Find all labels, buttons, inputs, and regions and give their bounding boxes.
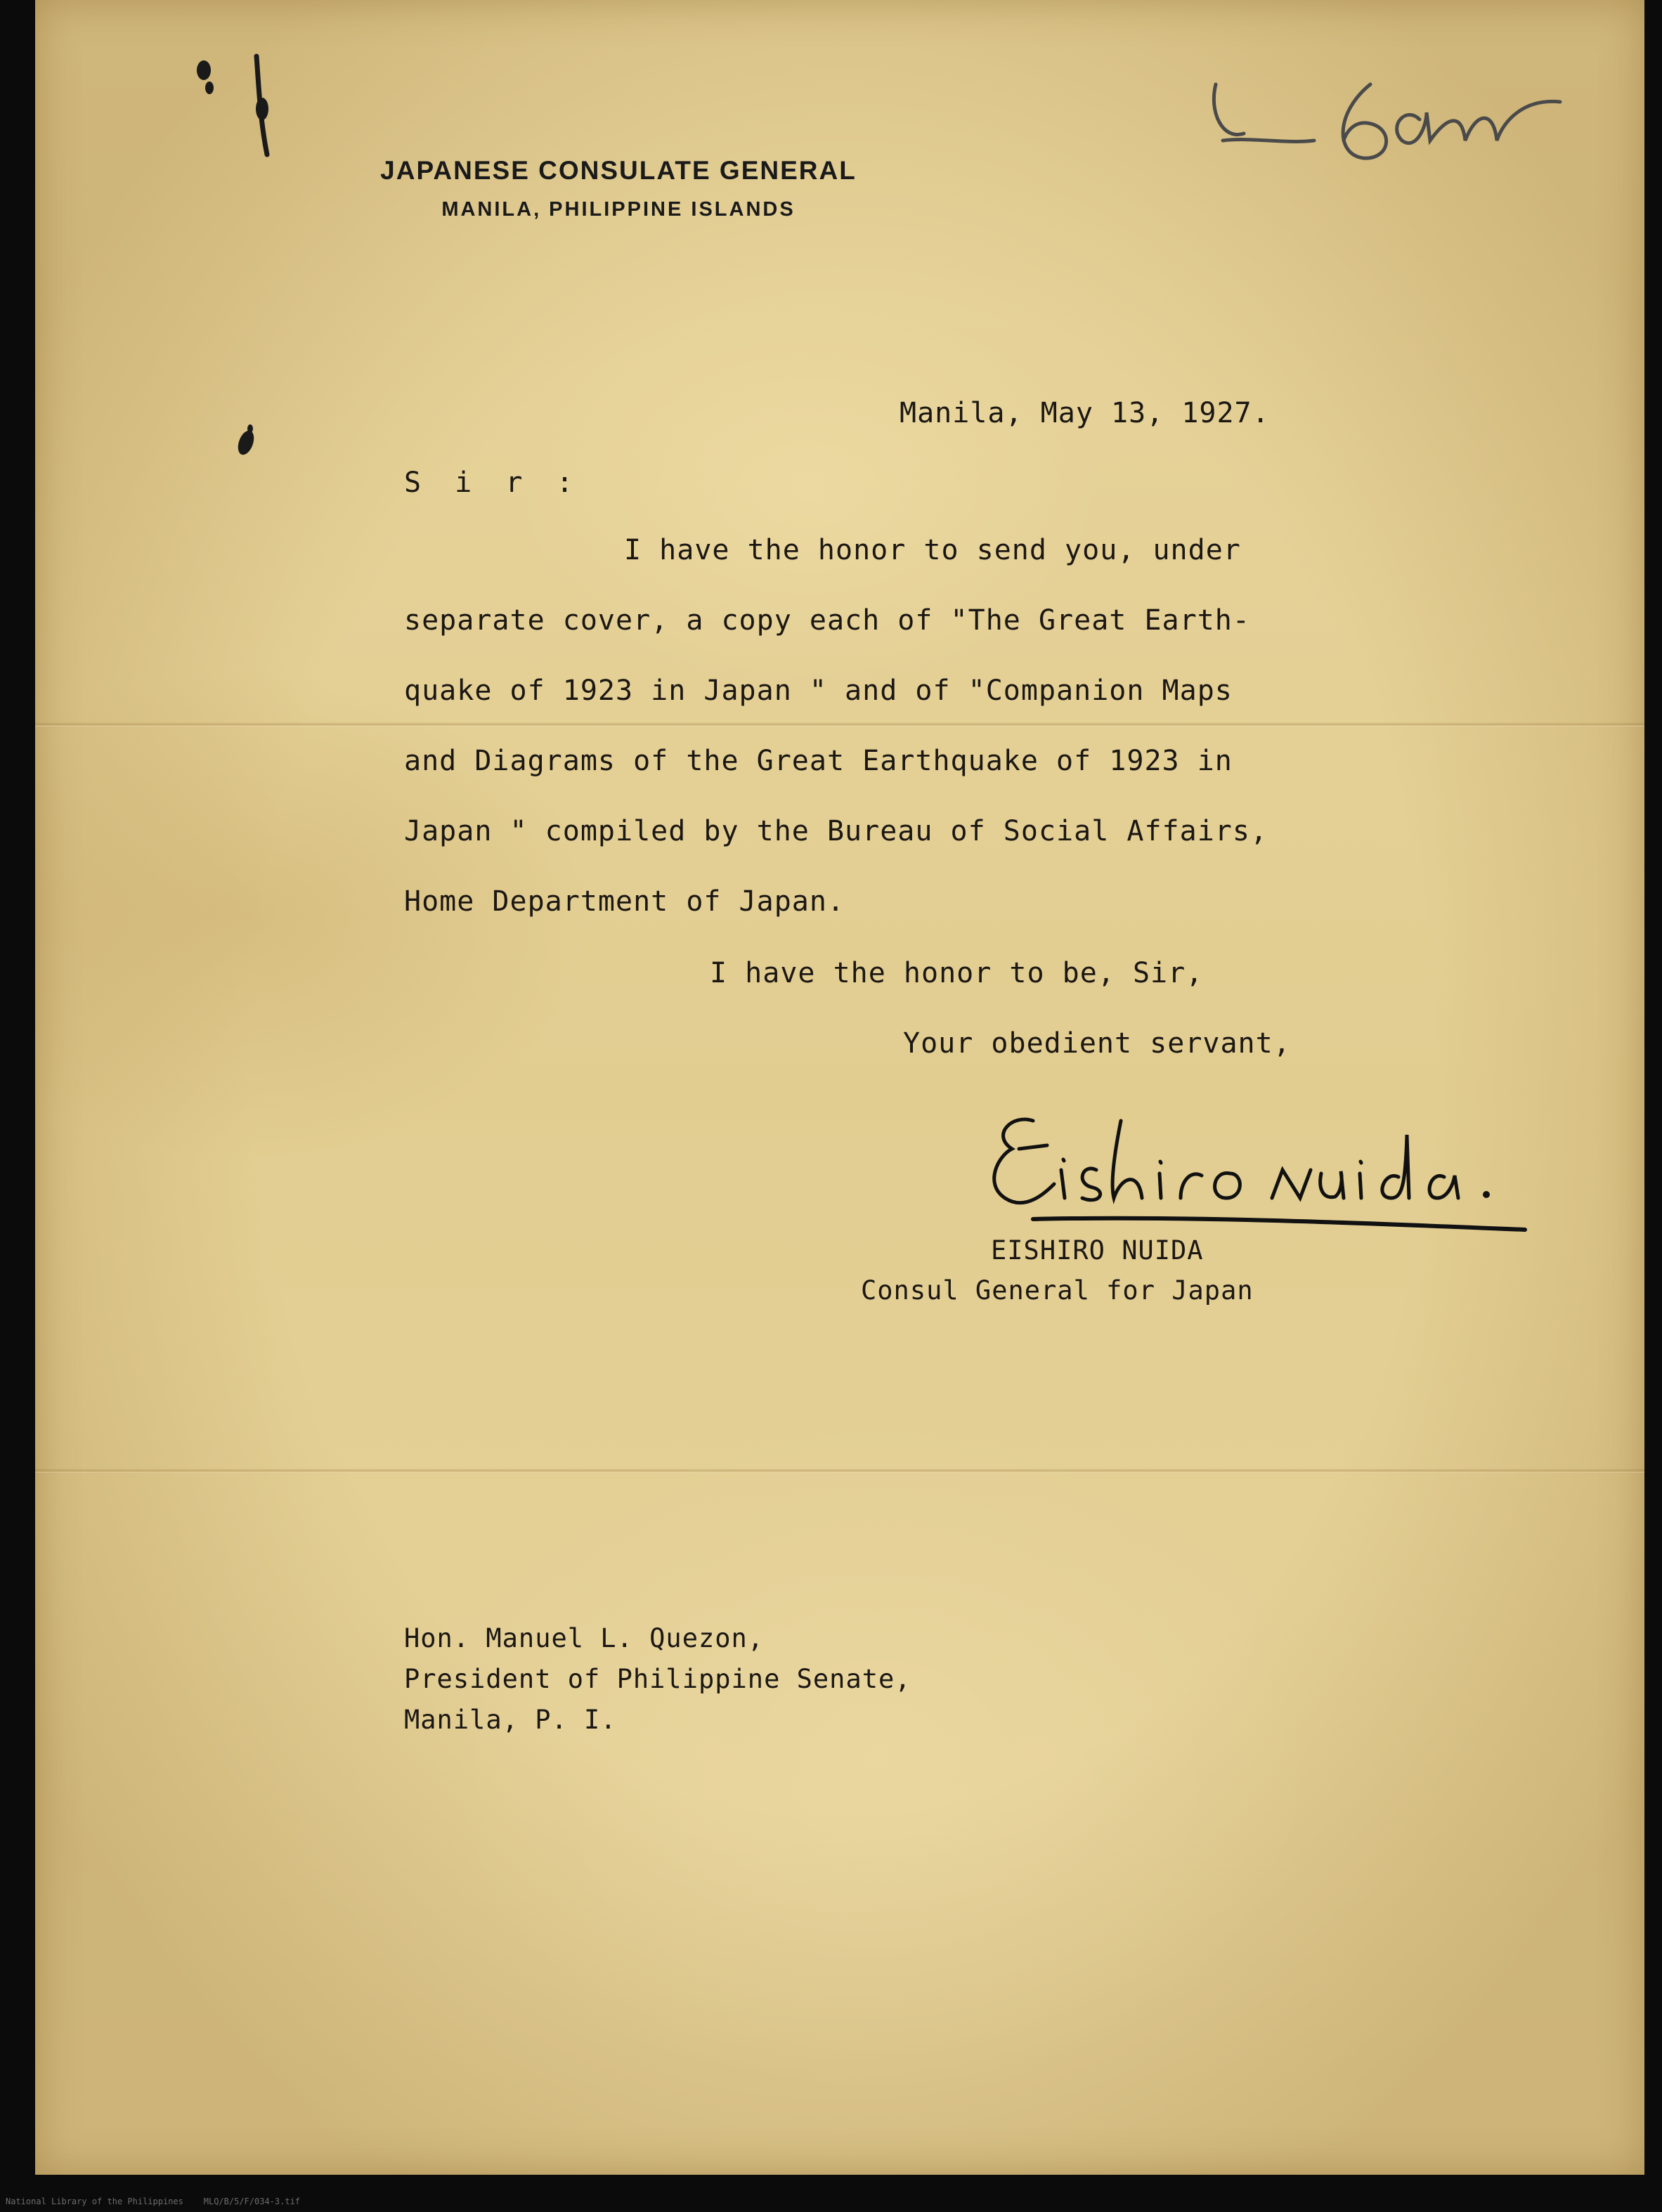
body-line: and Diagrams of the Great Earthquake of 1923 in bbox=[404, 745, 1233, 777]
addressee-line: President of Philippine Senate, bbox=[404, 1664, 911, 1694]
closing-line: I have the honor to be, Sir, bbox=[710, 957, 1204, 989]
salutation: S i r : bbox=[404, 467, 582, 499]
fold-crease-upper bbox=[35, 722, 1644, 727]
body-line: Japan " compiled by the Bureau of Social Affairs, bbox=[404, 815, 1268, 847]
closing-line: Your obedient servant, bbox=[903, 1027, 1291, 1060]
ink-blot-marks bbox=[169, 28, 309, 492]
signer-title: Consul General for Japan bbox=[861, 1275, 1254, 1306]
body-line: Home Department of Japan. bbox=[404, 885, 845, 918]
body-line: I have the honor to send you, under bbox=[624, 534, 1241, 566]
fold-crease-lower bbox=[35, 1469, 1644, 1473]
letterhead-title: JAPANESE CONSULATE GENERAL bbox=[380, 156, 857, 185]
archive-caption: National Library of the Philippines MLQ/B/5/F/034-3.tif bbox=[6, 2197, 301, 2206]
letterhead-subtitle: MANILA, PHILIPPINE ISLANDS bbox=[441, 198, 796, 221]
letter-paper bbox=[35, 0, 1644, 2175]
body-line: separate cover, a copy each of "The Great Earth- bbox=[404, 604, 1250, 637]
body-line: quake of 1923 in Japan " and of "Companion Maps bbox=[404, 675, 1233, 707]
addressee-line: Hon. Manuel L. Quezon, bbox=[404, 1623, 765, 1653]
signer-name: EISHIRO NUIDA bbox=[991, 1235, 1204, 1266]
handwritten-signature bbox=[970, 1093, 1546, 1254]
date-line: Manila, May 13, 1927. bbox=[900, 397, 1270, 429]
pencil-annotation bbox=[1195, 35, 1588, 176]
addressee-line: Manila, P. I. bbox=[404, 1705, 617, 1735]
